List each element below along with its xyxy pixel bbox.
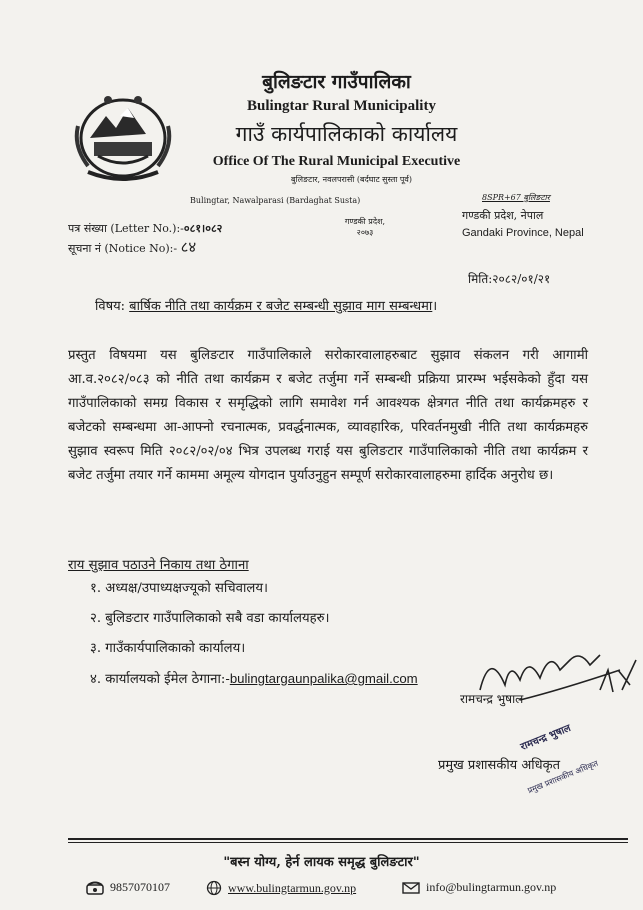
address-np: बुलिङटार, नवलपरासी (बर्दघाट सुस्ता पूर्व) [291,175,412,184]
right-address-block [462,192,632,239]
signature-block [430,640,640,820]
subject-label: विषय: [95,299,126,314]
letter-number-row [68,220,222,238]
letter-number-label: पत्र संख्या (Letter No.):- [68,222,184,235]
plus-code: 8SPR+67 बुलिङटार [482,193,550,202]
letter-date: मिति:२०८२/०१/२१ [468,272,551,286]
subject-line [95,296,437,314]
address-en: Bulingtar, Nawalparasi (Bardaghat Susta) [190,196,361,205]
phone-number: 9857070107 [110,880,170,894]
stamp-title: प्रमुख प्रशासकीय अधिकृत [526,758,600,796]
province-en: Gandaki Province, Nepal [462,227,584,239]
email-label: ४. कार्यालयको ईमेल ठेगाना:- [90,672,230,687]
body-paragraph: प्रस्तुत विषयमा यस बुलिङटार गाउँपालिकाले सरोकारवालाहरुबाट सुझाव संकलन गरी आगामी आ.व.२०८२/०८३ को नीति तथा कार्यक्रम र बजेट तर्जुमा गर्ने सम्बन्धी प्रक्रिया प्रारम्भ भईसकेको हुँदा यस गाउँपालिकाको समग्र विकास र समृद्धिको लागि समावेश गर्न आवश्यक क्षेत्रगत नीति तथा कार्यक्रमहरु र बजेटको सम्बन्धमा आ-आफ्नो रचनात्मक, प्रवर्द्धनात्मक, व्यावहारिक, परिवर्तनमुखी नीति तथा कार्यक्रमहरु सुझाव स्वरूप मिति २०८२/०२/०४ भित्र उपलब्ध गराई यस बुलिङटार गाउँपालिकाको नीति तथा कार्यक्रम र बजेट तर्जुमा तयार गर्ने काममा अमूल्य योगदान पुर्याउनुहुन सम्पूर्ण सरोकारवालाहरुमा हार्दिक अनुरोध छ। [68,348,588,483]
office-name-en: Office Of The Rural Municipal Executive [212,154,461,169]
list-item [90,668,418,698]
recipients-list [90,578,418,698]
signatory-name: रामचन्द्र भुषाल [460,692,524,706]
footer-divider-thin [68,842,628,843]
email-link[interactable]: info@bulingtarmun.gov.np [426,880,557,894]
list-item: २. बुलिङटार गाउँपालिकाको सबै वडा कार्यालयहरु। [90,611,330,626]
municipality-name-np: बुलिङटार गाउँपालिका [262,71,411,93]
footer-phone [86,880,170,895]
recipients-heading: राय सुझाव पठाउने निकाय तथा ठेगाना [68,558,249,573]
website-link[interactable]: www.bulingtarmun.gov.np [228,880,357,895]
subject-text: बार्षिक नीति तथा कार्यक्रम र बजेट सम्बन्धी सुझाव माग सम्बन्धमा [129,299,433,314]
stamp-name: रामचन्द्र भुषाल [519,722,573,753]
recipients-email-link[interactable]: bulingtargaunpalika@gmail.com [229,671,418,686]
footer-email [402,880,556,895]
list-item: ३. गाउँकार्यपालिकाको कार्यालय। [90,641,246,656]
office-name-np: गाउँ कार्यपालिकाको कार्यालय [235,122,458,146]
reference-numbers [68,220,222,258]
subject-end: । [432,299,438,314]
footer-website [206,880,356,896]
established-year [325,216,405,238]
notice-number-label: सूचना नं (Notice No):- [68,242,178,255]
list-item: १. अध्यक्ष/उपाध्यक्षज्यूको सचिवालय। [90,581,268,596]
envelope-icon [402,881,420,895]
phone-icon [86,881,104,895]
signatory-title: प्रमुख प्रशासकीय अधिकृत [438,758,561,773]
notice-number-value: ८४ [180,238,197,256]
letter-number-value: ०८१।०८२ [183,222,223,235]
established-text: २०७३ [356,228,374,237]
municipality-name-en: Bulingtar Rural Municipality [247,98,436,114]
footer-divider [68,838,628,840]
globe-icon [206,880,222,896]
province-np-small: गण्डकी प्रदेश, [344,217,386,226]
notice-number-row [68,238,222,258]
footer-slogan: "बस्न योग्य, हेर्न लायक समृद्ध बुलिङटार" [223,855,420,870]
province-np: गण्डकी प्रदेश, नेपाल [462,209,544,222]
